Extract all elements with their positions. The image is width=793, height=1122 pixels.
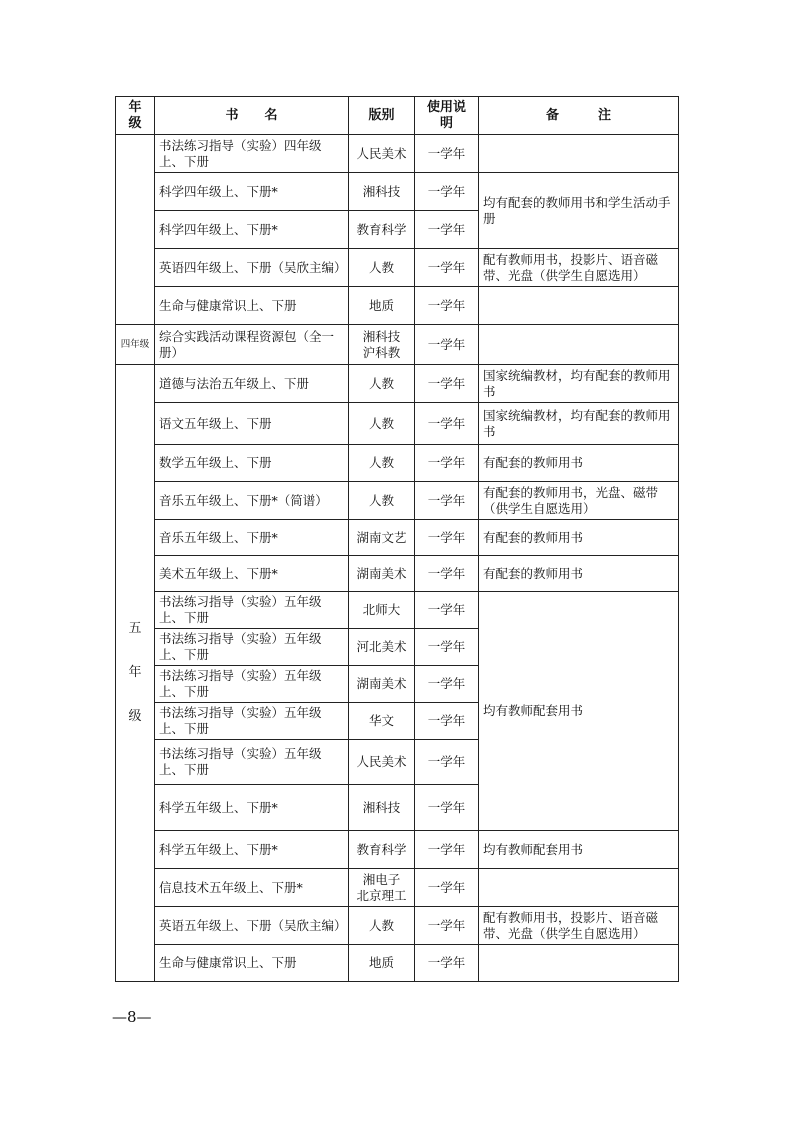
edition: 湖南文艺	[349, 520, 415, 556]
usage: 一学年	[415, 629, 479, 666]
table-row	[116, 287, 679, 325]
usage: 一学年	[415, 365, 479, 403]
table-row	[116, 325, 679, 365]
note: 配有教师用书，投影片、语音磁带、光盘（供学生自愿选用）	[479, 907, 679, 945]
usage: 一学年	[415, 403, 479, 445]
grade-cell-empty	[116, 135, 155, 325]
edition: 湘科技	[349, 785, 415, 831]
textbook-table	[115, 96, 679, 982]
book-name: 科学四年级上、下册*	[155, 173, 349, 211]
usage: 一学年	[415, 556, 479, 592]
usage: 一学年	[415, 785, 479, 831]
book-name: 书法练习指导（实验）五年级上、下册	[155, 740, 349, 785]
edition: 湖南美术	[349, 556, 415, 592]
book-name: 生命与健康常识上、下册	[155, 945, 349, 982]
note: 有配套的教师用书，光盘、磁带（供学生自愿选用）	[479, 482, 679, 520]
book-name: 书法练习指导（实验）五年级上、下册	[155, 703, 349, 740]
book-name: 语文五年级上、下册	[155, 403, 349, 445]
edition: 教育科学	[349, 211, 415, 249]
usage: 一学年	[415, 173, 479, 211]
table-row	[116, 249, 679, 287]
book-name: 美术五年级上、下册*	[155, 556, 349, 592]
edition: 人民美术	[349, 135, 415, 173]
note-cell-empty	[479, 135, 679, 173]
usage: 一学年	[415, 249, 479, 287]
table-row	[116, 365, 679, 403]
table-row	[116, 520, 679, 556]
table-row	[116, 869, 679, 907]
grade-label-five	[116, 365, 155, 982]
book-name: 书法练习指导（实验）四年级上、下册	[155, 135, 349, 173]
book-name: 综合实践活动课程资源包（全一册）	[155, 325, 349, 365]
edition: 人教	[349, 365, 415, 403]
book-name: 生命与健康常识上、下册	[155, 287, 349, 325]
edition: 湘电子 北京理工	[349, 869, 415, 907]
table-row	[116, 556, 679, 592]
usage: 一学年	[415, 703, 479, 740]
grade-label: 四年级	[116, 325, 155, 365]
book-name: 书法练习指导（实验）五年级上、下册	[155, 629, 349, 666]
table-row	[116, 482, 679, 520]
edition: 北师大	[349, 592, 415, 629]
book-name: 科学五年级上、下册*	[155, 831, 349, 869]
note: 国家统编教材，均有配套的教师用书	[479, 365, 679, 403]
book-name: 道德与法治五年级上、下册	[155, 365, 349, 403]
usage: 一学年	[415, 135, 479, 173]
book-name: 数学五年级上、下册	[155, 445, 349, 482]
note-cell-empty	[479, 869, 679, 907]
note-cell-empty	[479, 945, 679, 982]
usage: 一学年	[415, 666, 479, 703]
book-name: 书法练习指导（实验）五年级上、下册	[155, 592, 349, 629]
book-name: 音乐五年级上、下册*	[155, 520, 349, 556]
edition: 人教	[349, 907, 415, 945]
edition: 人教	[349, 249, 415, 287]
page-number: —8—	[112, 1008, 152, 1026]
usage: 一学年	[415, 945, 479, 982]
table-header-row	[116, 97, 679, 135]
usage: 一学年	[415, 482, 479, 520]
usage: 一学年	[415, 520, 479, 556]
header-usage: 使用说明	[415, 97, 479, 135]
book-name: 科学五年级上、下册*	[155, 785, 349, 831]
note-merged: 均有教师配套用书	[479, 592, 679, 831]
table-row	[116, 135, 679, 173]
header-edition: 版别	[349, 97, 415, 135]
usage: 一学年	[415, 907, 479, 945]
edition: 教育科学	[349, 831, 415, 869]
edition: 人民美术	[349, 740, 415, 785]
table-row	[116, 445, 679, 482]
header-grade: 年级	[116, 97, 155, 135]
note: 均有教师配套用书	[479, 831, 679, 869]
book-name: 英语四年级上、下册（吴欣主编）	[155, 249, 349, 287]
usage: 一学年	[415, 740, 479, 785]
edition: 河北美术	[349, 629, 415, 666]
edition: 地质	[349, 287, 415, 325]
table-row	[116, 907, 679, 945]
edition: 人教	[349, 445, 415, 482]
book-name: 科学四年级上、下册*	[155, 211, 349, 249]
table-row	[116, 945, 679, 982]
usage: 一学年	[415, 445, 479, 482]
edition: 人教	[349, 403, 415, 445]
edition: 地质	[349, 945, 415, 982]
usage: 一学年	[415, 869, 479, 907]
note-cell-empty	[479, 287, 679, 325]
table-row	[116, 403, 679, 445]
table-row	[116, 592, 679, 629]
note: 配有教师用书，投影片、语音磁带、光盘（供学生自愿选用）	[479, 249, 679, 287]
grade-char: 五	[128, 621, 142, 636]
edition: 人教	[349, 482, 415, 520]
usage: 一学年	[415, 211, 479, 249]
edition: 湘科技 沪科教	[349, 325, 415, 365]
usage: 一学年	[415, 831, 479, 869]
note: 有配套的教师用书	[479, 520, 679, 556]
book-name: 音乐五年级上、下册*（简谱）	[155, 482, 349, 520]
usage: 一学年	[415, 592, 479, 629]
note: 有配套的教师用书	[479, 556, 679, 592]
edition: 湖南美术	[349, 666, 415, 703]
note-merged: 均有配套的教师用书和学生活动手册	[479, 173, 679, 249]
grade-char: 级	[128, 709, 142, 724]
table-row	[116, 173, 679, 211]
usage: 一学年	[415, 287, 479, 325]
book-name: 英语五年级上、下册（吴欣主编）	[155, 907, 349, 945]
grade-char: 年	[128, 665, 142, 680]
note-cell-empty	[479, 325, 679, 365]
note: 国家统编教材，均有配套的教师用书	[479, 403, 679, 445]
edition: 华文	[349, 703, 415, 740]
usage: 一学年	[415, 325, 479, 365]
table-row	[116, 831, 679, 869]
header-name: 书 名	[155, 97, 349, 135]
book-name: 书法练习指导（实验）五年级上、下册	[155, 666, 349, 703]
edition: 湘科技	[349, 173, 415, 211]
header-note: 备 注	[479, 97, 679, 135]
note: 有配套的教师用书	[479, 445, 679, 482]
book-name: 信息技术五年级上、下册*	[155, 869, 349, 907]
